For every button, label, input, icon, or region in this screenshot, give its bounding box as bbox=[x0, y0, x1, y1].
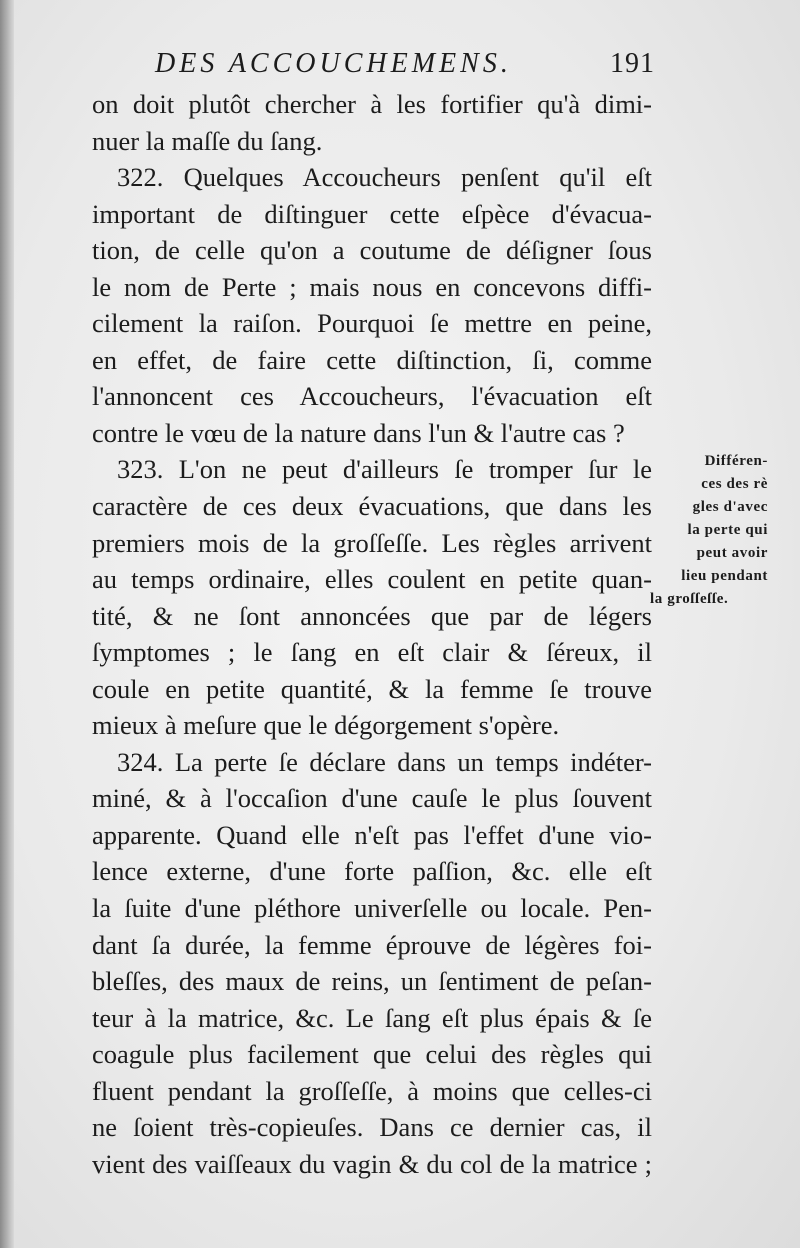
text-line: ſymptomes ; le ſang en eſt clair & ſéreux, il bbox=[92, 637, 652, 668]
running-head bbox=[155, 48, 655, 88]
text-line: nuer la maſſe du ſang. bbox=[92, 125, 323, 156]
page-gutter-shadow bbox=[0, 0, 14, 1248]
text-line: tion, de celle qu'on a coutume de déſigner ſous bbox=[92, 235, 652, 266]
text-line: coule en petite quantité, & la femme ſe trouve bbox=[92, 673, 652, 704]
text-line: mieux à meſure que le dégorgement s'opère. bbox=[92, 710, 560, 741]
text-line: vient des vaiſſeaux du vagin & du col de la matrice ; bbox=[92, 1148, 652, 1179]
text-line: l'annoncent ces Accoucheurs, l'évacuation eſt bbox=[92, 381, 652, 412]
margin-note-line: lieu pendant bbox=[681, 568, 768, 584]
running-head-title: DES ACCOUCHEMENS. bbox=[155, 48, 512, 79]
text-line: au temps ordinaire, elles coulent en petite quan- bbox=[92, 564, 652, 595]
text-line: miné, & à l'occaſion d'une cauſe le plus ſouvent bbox=[92, 783, 652, 814]
text-line: cilement la raiſon. Pourquoi ſe mettre en peine, bbox=[92, 308, 652, 339]
text-line: premiers mois de la groſſeſſe. Les règles arrivent bbox=[92, 527, 652, 558]
margin-note-line: la groſſeſſe. bbox=[650, 591, 729, 607]
text-line: coagule plus facilement que celui des règles qui bbox=[92, 1039, 652, 1070]
text-line: apparente. Quand elle n'eſt pas l'effet d'une vio- bbox=[92, 819, 652, 850]
paragraph-324-start: 324. La perte ſe déclare dans un temps indéter- bbox=[117, 746, 652, 777]
text-line: bleſſes, des maux de reins, un ſentiment de peſan- bbox=[92, 966, 652, 997]
paragraph-322-start: 322. Quelques Accoucheurs penſent qu'il eſt bbox=[117, 162, 652, 193]
margin-note-line: Différen- bbox=[704, 453, 768, 469]
text-line: important de diſtinguer cette eſpèce d'évacua- bbox=[92, 198, 652, 229]
text-line: fluent pendant la groſſeſſe, à moins que celles-ci bbox=[92, 1075, 652, 1106]
text-line: le nom de Perte ; mais nous en concevons diffi- bbox=[92, 271, 652, 302]
main-text bbox=[92, 86, 652, 1182]
text-line: ne ſoient très-copieuſes. Dans ce dernier cas, il bbox=[92, 1112, 652, 1143]
page-number: 191 bbox=[610, 48, 655, 79]
margin-note bbox=[650, 450, 768, 611]
text-line: lence externe, d'une forte paſſion, &c. elle eſt bbox=[92, 856, 652, 887]
paragraph-323-start: 323. L'on ne peut d'ailleurs ſe tromper ſur le bbox=[117, 454, 652, 485]
text-line: dant ſa durée, la femme éprouve de légères foi- bbox=[92, 929, 652, 960]
text-line: on doit plutôt chercher à les fortifier qu'à dimi- bbox=[92, 89, 652, 119]
margin-note-line: gles d'avec bbox=[692, 499, 768, 515]
text-line: caractère de ces deux évacuations, que dans les bbox=[92, 491, 652, 522]
text-line: tité, & ne ſont annoncées que par de légers bbox=[92, 600, 652, 631]
text-line: la ſuite d'une pléthore univerſelle ou locale. Pen- bbox=[92, 893, 652, 924]
margin-note-line: la perte qui bbox=[687, 522, 768, 538]
text-line: en effet, de faire cette diſtinction, ſi, comme bbox=[92, 344, 652, 375]
margin-note-line: ces des rè bbox=[701, 476, 768, 492]
text-line: teur à la matrice, &c. Le ſang eſt plus épais & ſe bbox=[92, 1002, 652, 1033]
text-line: contre le vœu de la nature dans l'un & l'autre cas ? bbox=[92, 417, 625, 448]
margin-note-line: peut avoir bbox=[696, 545, 768, 561]
